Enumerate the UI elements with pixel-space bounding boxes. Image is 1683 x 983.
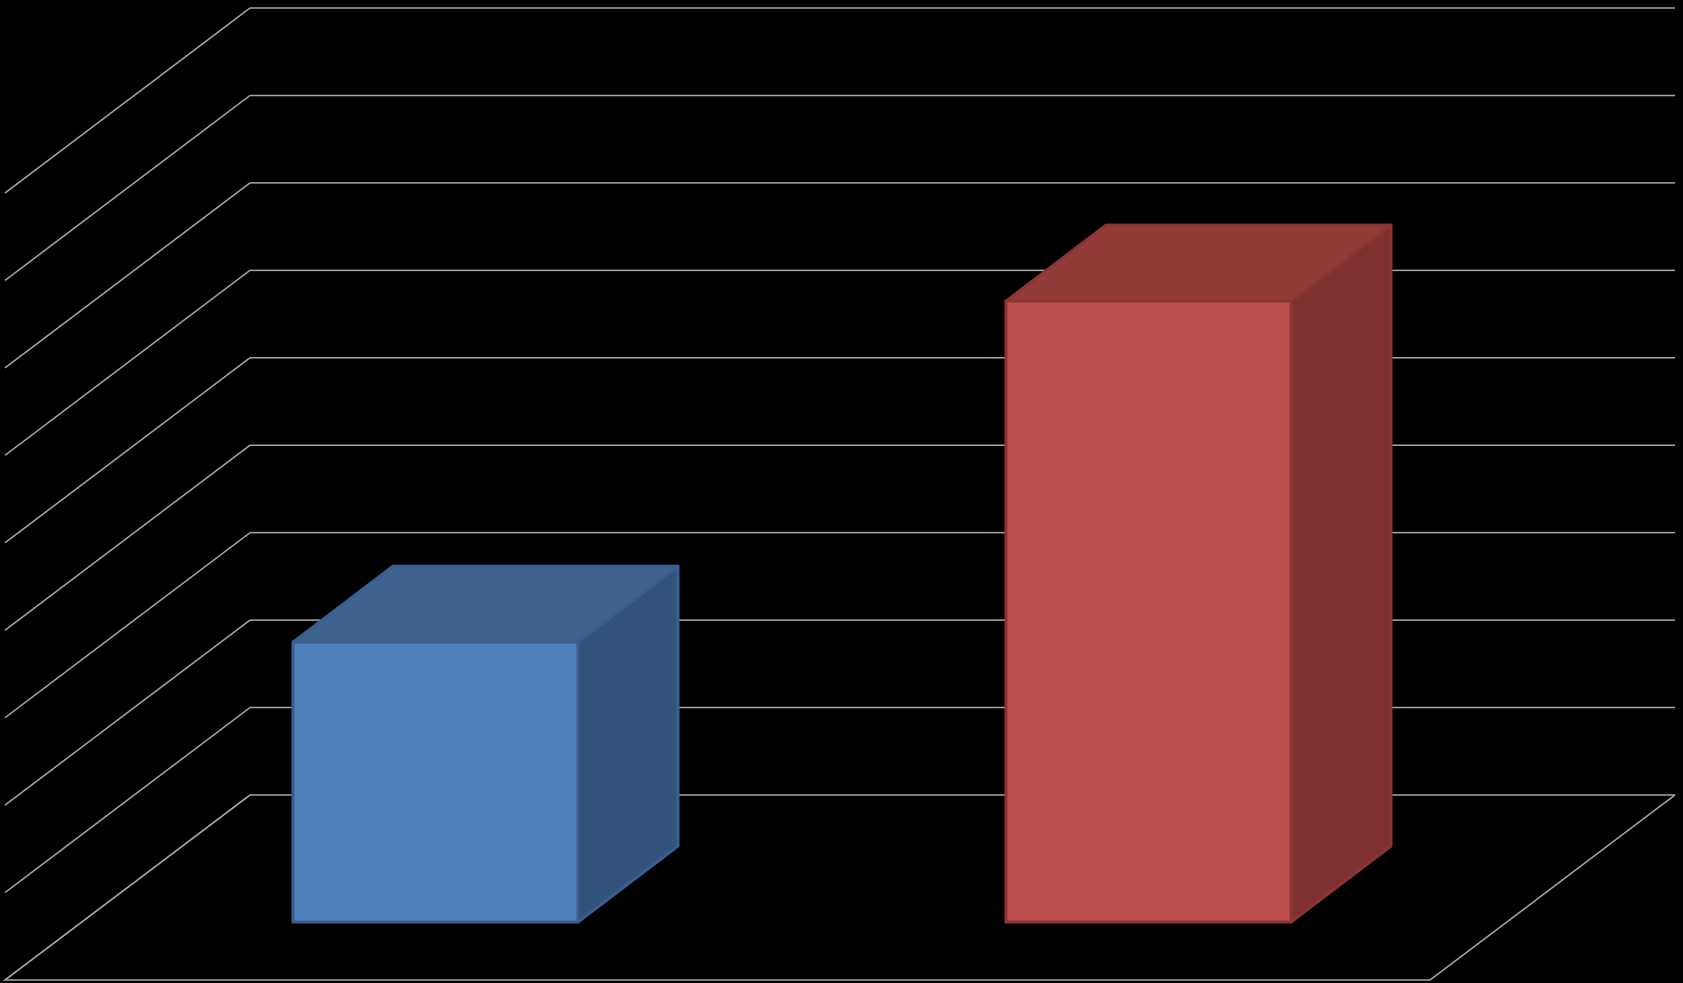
gridline-side bbox=[5, 533, 250, 718]
gridline-side bbox=[5, 795, 250, 980]
gridline-side bbox=[5, 270, 250, 455]
gridline-side bbox=[5, 183, 250, 368]
bar-side-face bbox=[1291, 225, 1391, 922]
gridline-side bbox=[5, 95, 250, 280]
gridline-side bbox=[5, 358, 250, 543]
bar-front-face bbox=[1006, 301, 1291, 922]
gridline-side bbox=[5, 445, 250, 630]
gridlines bbox=[5, 8, 1675, 980]
floor-outline bbox=[5, 795, 1675, 980]
gridline-side bbox=[5, 620, 250, 805]
bar-front-face bbox=[293, 642, 578, 922]
chart-floor bbox=[5, 795, 1675, 980]
bars bbox=[293, 225, 1391, 922]
gridline-side bbox=[5, 708, 250, 893]
gridline-side bbox=[5, 8, 250, 193]
